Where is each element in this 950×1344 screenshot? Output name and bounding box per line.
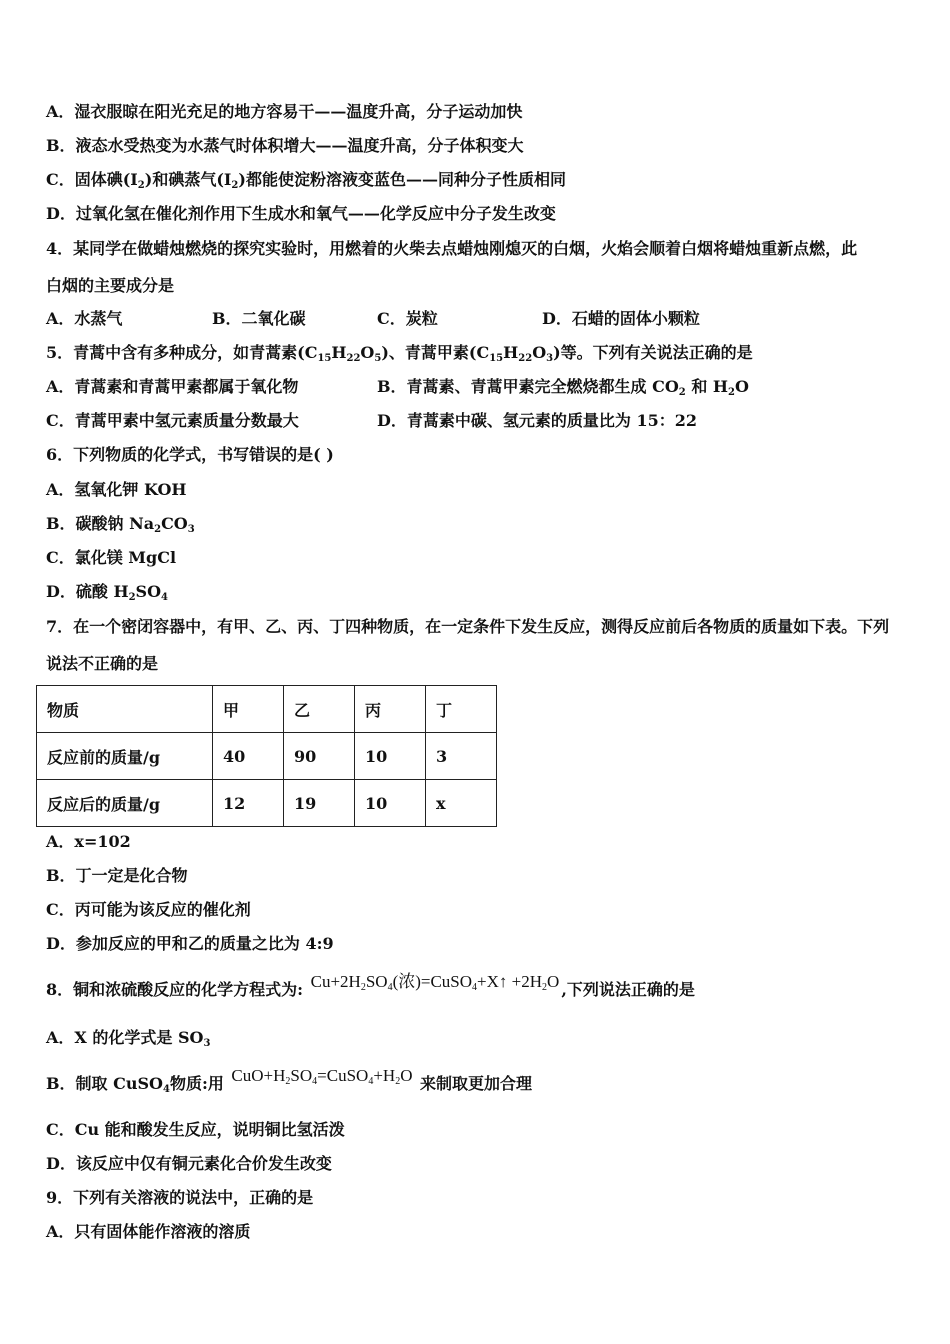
q8-option-a: A．X 的化学式是 $SO_3$ — [46, 1028, 211, 1049]
table-cell: 反应前的质量/g — [37, 733, 213, 780]
q5-option-d: D．青蒿素中碳、氢元素的质量比为 15：22 — [377, 411, 697, 430]
q9-stem: 9．下列有关溶液的说法中，正确的是 — [46, 1188, 314, 1207]
q7-option-b: B．丁一定是化合物 — [46, 866, 188, 885]
q8-option-b: B．制取 CuSO$_4$物质:用 $CuO+H_2SO_4=CuSO_4+H_2O$ 来制取更加合理 — [46, 1066, 533, 1095]
q6-option-c: C．氯化镁 MgCl — [46, 548, 177, 567]
q4-stem-line1: 4．某同学在做蜡烛燃烧的探究实验时，用燃着的火柴去点蜡烛刚熄灭的白烟，火焰会顺着白烟将蜡烛重新点燃，此 — [46, 239, 858, 258]
q4-option-c: C．炭粒 — [377, 309, 438, 328]
table-cell: 19 — [284, 780, 355, 827]
table-header-row — [37, 686, 497, 733]
table-cell: 10 — [355, 780, 426, 827]
q5-stem: 5．青蒿中含有多种成分，如青蒿素$(C_{15}H_{22}O_5)$、青蒿甲素$(C_{15}H_{22}O_3)$等。下列有关说法正确的是 — [46, 343, 753, 364]
q6-option-b: B．碳酸钠 $Na_2CO_3$ — [46, 514, 195, 535]
table-cell: 12 — [213, 780, 284, 827]
q9-option-a: A．只有固体能作溶液的溶质 — [46, 1222, 251, 1241]
q3-option-d: D．过氧化氢在催化剂作用下生成水和氧气——化学反应中分子发生改变 — [46, 204, 556, 223]
q8-option-d: D．该反应中仅有铜元素化合价发生改变 — [46, 1154, 332, 1173]
mass-table — [36, 685, 497, 827]
q5-option-a: A．青蒿素和青蒿甲素都属于氧化物 — [46, 377, 299, 396]
q5-option-b: B．青蒿素、青蒿甲素完全燃烧都生成 $CO_2$ 和 $H_2O$ — [377, 377, 749, 398]
table-cell: 10 — [355, 733, 426, 780]
q5-option-c: C．青蒿甲素中氢元素质量分数最大 — [46, 411, 299, 430]
table-cell: 反应后的质量/g — [37, 780, 213, 827]
table-header-cell: 乙 — [284, 686, 355, 733]
q4-option-a: A．水蒸气 — [46, 309, 123, 328]
q3-option-c: C．固体碘$(I_2)$和碘蒸气$(I_2)$都能使淀粉溶液变蓝色——同种分子性质相同 — [46, 170, 566, 191]
q8-equation: $Cu+2H_2SO_4$(浓)=CuSO$_4$+X↑ $+2H_2O$ — [310, 972, 560, 993]
q4-stem-line2: 白烟的主要成分是 — [46, 276, 175, 295]
q8-stem: 8．铜和浓硫酸反应的化学方程式为: $Cu+2H_2SO_4$(浓)=CuSO$_4$+X↑ $+2H_2O$ ,下列说法正确的是 — [46, 972, 695, 999]
table-header-cell: 丙 — [355, 686, 426, 733]
table-header-cell: 丁 — [426, 686, 497, 733]
table-header-cell: 物质 — [37, 686, 213, 733]
q6-option-d: D．硫酸 $H_2SO_4$ — [46, 582, 169, 603]
q7-option-a: A．x=102 — [46, 832, 131, 851]
table-cell: 40 — [213, 733, 284, 780]
q8-option-c: C．Cu 能和酸发生反应，说明铜比氢活泼 — [46, 1120, 345, 1139]
table-row — [37, 780, 497, 827]
q3-option-a: A．湿衣服晾在阳光充足的地方容易干——温度升高，分子运动加快 — [46, 102, 523, 121]
table-cell: 90 — [284, 733, 355, 780]
table-cell: x — [426, 780, 497, 827]
q3-option-b: B．液态水受热变为水蒸气时体积增大——温度升高，分子体积变大 — [46, 136, 524, 155]
q6-option-a: A．氢氧化钾 KOH — [46, 480, 187, 499]
q7-stem-line1: 7．在一个密闭容器中，有甲、乙、丙、丁四种物质，在一定条件下发生反应，测得反应前后各物质的质量如下表。下列 — [46, 617, 890, 636]
q4-option-d: D．石蜡的固体小颗粒 — [542, 309, 700, 328]
q6-stem: 6．下列物质的化学式，书写错误的是( ) — [46, 445, 334, 464]
q7-option-c: C．丙可能为该反应的催化剂 — [46, 900, 251, 919]
table-row — [37, 733, 497, 780]
q7-option-d: D．参加反应的甲和乙的质量之比为 4:9 — [46, 934, 334, 953]
table-header-cell: 甲 — [213, 686, 284, 733]
q4-option-b: B．二氧化碳 — [212, 309, 306, 328]
table-cell: 3 — [426, 733, 497, 780]
q7-stem-line2: 说法不正确的是 — [46, 654, 159, 673]
q8-option-b-equation: $CuO+H_2SO_4=CuSO_4+H_2O$ — [231, 1066, 413, 1087]
